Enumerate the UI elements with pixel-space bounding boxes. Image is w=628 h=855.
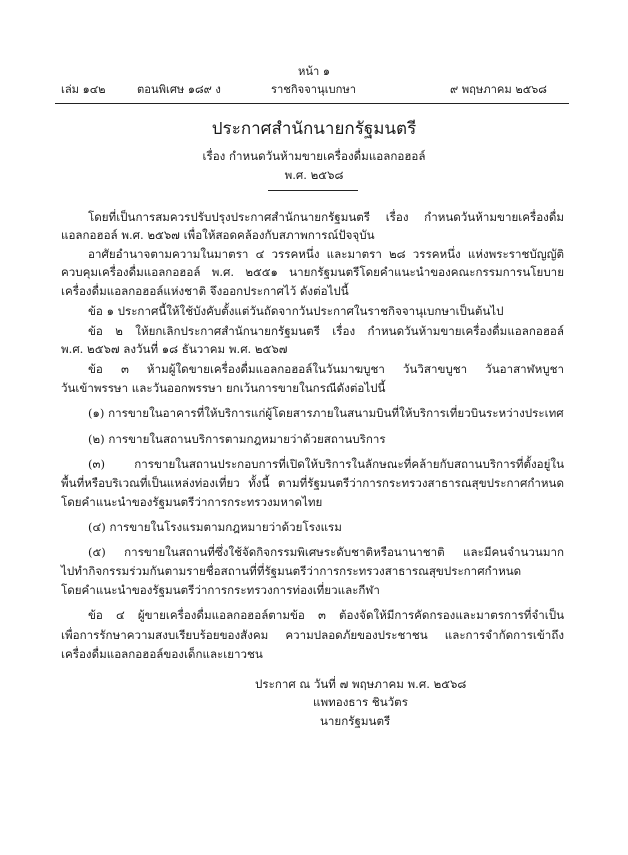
gazette-date: ๙ พฤษภาคม ๒๕๖๘ [450, 83, 547, 96]
announcement-date: ประกาศ ณ วันที่ ๗ พฤษภาคม พ.ศ. ๒๕๖๘ [255, 677, 467, 691]
exception-item-1: (๑) การขายในอาคารที่ให้บริการแก่ผู้โดยสารภายในสนามบินที่ให้บริการเที่ยวบินระหว่างประเทศ [88, 406, 564, 420]
signatory-position: นายกรัฐมนตรี [320, 714, 391, 728]
clause-2-line-2: พ.ศ. ๒๕๖๗ ลงวันที่ ๑๘ ธันวาคม พ.ศ. ๒๕๖๗ [61, 342, 288, 356]
authority-line-2: ควบคุมเครื่องดื่มแอลกอฮอล์ พ.ศ. ๒๕๕๑ นายกรัฐมนตรีโดยคำแนะนำของคณะกรรมการนโยบาย [61, 265, 564, 279]
exception-item-3-line-3: โดยคำแนะนำของรัฐมนตรีว่าการกระทรวงมหาดไทย [61, 495, 323, 509]
exception-item-3-line-1: (๓) การขายในสถานประกอบการที่เปิดให้บริการในลักษณะที่คล้ายกับสถานบริการที่ตั้งอยู่ใน [88, 457, 564, 471]
document-year: พ.ศ. ๒๕๖๘ [284, 168, 344, 182]
exception-item-5-line-2: ไปทำกิจกรรมร่วมกันตามรายชื่อสถานที่ที่รัฐมนตรีว่าการกระทรวงสาธารณสุขประกาศกำหนด [61, 564, 522, 578]
clause-3-line-2: วันเข้าพรรษา และวันออกพรรษา ยกเว้นการขายในกรณีดังต่อไปนี้ [61, 381, 386, 395]
clause-4-line-3: เครื่องดื่มแอลกอฮอล์ของเด็กและเยาวชน [61, 647, 263, 661]
exception-item-5-line-1: (๕) การขายในสถานที่ซึ่งใช้จัดกิจกรรมพิเศษระดับชาติหรือนานาชาติ และมีคนจำนวนมาก [88, 545, 564, 559]
title-underline [268, 190, 358, 191]
authority-line-3: เครื่องดื่มแอลกอฮอล์แห่งชาติ จึงออกประกาศไว้ ดังต่อไปนี้ [61, 284, 349, 298]
clause-1: ข้อ ๑ ประกาศนี้ให้ใช้บังคับตั้งแต่วันถัดจากวันประกาศในราชกิจจานุเบกษาเป็นต้นไป [88, 304, 504, 318]
exception-item-5-line-3: โดยคำแนะนำของรัฐมนตรีว่าการกระทรวงการท่องเที่ยวและกีฬา [61, 583, 380, 597]
document-title: ประกาศสำนักนายกรัฐมนตรี [211, 119, 417, 139]
document-subject: เรื่อง กำหนดวันห้ามขายเครื่องดื่มแอลกอฮอล์ [202, 149, 426, 163]
exception-item-4: (๔) การขายในโรงแรมตามกฎหมายว่าด้วยโรงแรม [88, 520, 342, 534]
exception-item-3-line-2: พื้นที่หรือบริเวณที่เป็นแหล่งท่องเที่ยว ทั้งนี้ ตามที่รัฐมนตรีว่าการกระทรวงสาธารณสุขประกาศกำหนด [61, 476, 564, 490]
page-number: หน้า ๑ [298, 65, 330, 78]
clause-4-line-1: ข้อ ๔ ผู้ขายเครื่องดื่มแอลกอฮอล์ตามข้อ ๓ ต้องจัดให้มีการคัดกรองและมาตรการที่จำเป็น [88, 608, 564, 622]
clause-2-line-1: ข้อ ๒ ให้ยกเลิกประกาศสำนักนายกรัฐมนตรี เรื่อง กำหนดวันห้ามขายเครื่องดื่มแอลกอฮอล์ [88, 324, 564, 338]
preamble-line-1: โดยที่เป็นการสมควรปรับปรุงประกาศสำนักนายกรัฐมนตรี เรื่อง กำหนดวันห้ามขายเครื่องดื่ม [88, 210, 564, 224]
signatory-name: แพทองธาร ชินวัตร [313, 695, 408, 709]
volume-number: เล่ม ๑๔๒ [61, 83, 106, 96]
clause-4-line-2: เพื่อการรักษาความสงบเรียบร้อยของสังคม ความปลอดภัยของประชาชน และการจำกัดการเข้าถึง [61, 628, 564, 642]
preamble-line-2: แอลกอฮอล์ พ.ศ. ๒๕๖๗ เพื่อให้สอดคล้องกับสภาพการณ์ปัจจุบัน [61, 228, 375, 242]
clause-3-line-1: ข้อ ๓ ห้ามผู้ใดขายเครื่องดื่มแอลกอฮอล์ในวันมาฆบูชา วันวิสาขบูชา วันอาสาฬหบูชา [88, 362, 564, 376]
special-section: ตอนพิเศษ ๑๘๙ ง [137, 83, 221, 96]
authority-line-1: อาศัยอำนาจตามความในมาตรา ๔ วรรคหนึ่ง และมาตรา ๒๘ วรรคหนึ่ง แห่งพระราชบัญญัติ [88, 247, 564, 261]
gazette-name: ราชกิจจานุเบกษา [271, 83, 357, 96]
exception-item-2: (๒) การขายในสถานบริการตามกฎหมายว่าด้วยสถานบริการ [88, 432, 386, 446]
header-divider [55, 103, 569, 104]
